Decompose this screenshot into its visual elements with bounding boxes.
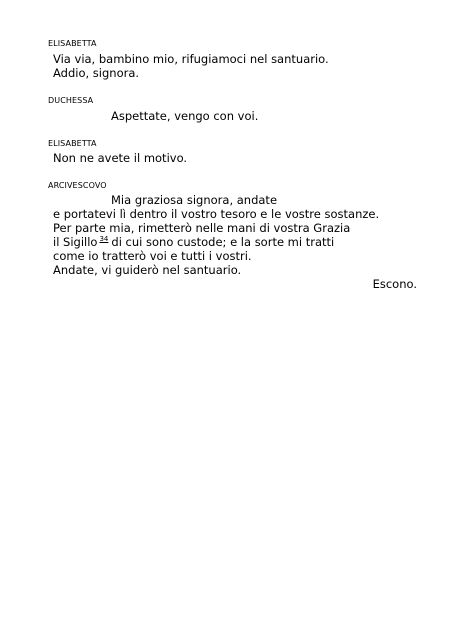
dialogue-line: Via via, bambino mio, rifugiamoci nel santuario. (53, 52, 329, 66)
stage-direction: Escono. (372, 277, 417, 291)
dialogue-line: Mia graziosa signora, andate (111, 193, 278, 207)
speaker-duchessa: DUCHESSA (48, 96, 94, 105)
dialogue-line: Addio, signora. (53, 66, 140, 80)
dialogue-line: come io tratterò voi e tutti i vostri. (53, 249, 252, 263)
dialogue-line: e portatevi lì dentro il vostro tesoro e le vostre sostanze. (53, 207, 380, 221)
dialogue-line: Aspettate, vengo con voi. (111, 109, 259, 123)
dialogue-line: Non ne avete il motivo. (53, 151, 188, 165)
line-text: di cui sono custode; e la sorte mi tratti (111, 235, 335, 249)
dialogue-line: Andate, vi guiderò nel santuario. (53, 263, 242, 277)
dialogue-line: Per parte mia, rimetterò nelle mani di vostra Grazia (53, 221, 351, 235)
footnote-ref[interactable]: 34 (99, 235, 109, 243)
speaker-elisabetta: ELISABETTA (48, 39, 97, 48)
speaker-elisabetta: ELISABETTA (48, 139, 97, 148)
line-text: il Sigillo (53, 235, 98, 249)
speaker-arcivescovo: ARCIVESCOVO (48, 181, 107, 190)
